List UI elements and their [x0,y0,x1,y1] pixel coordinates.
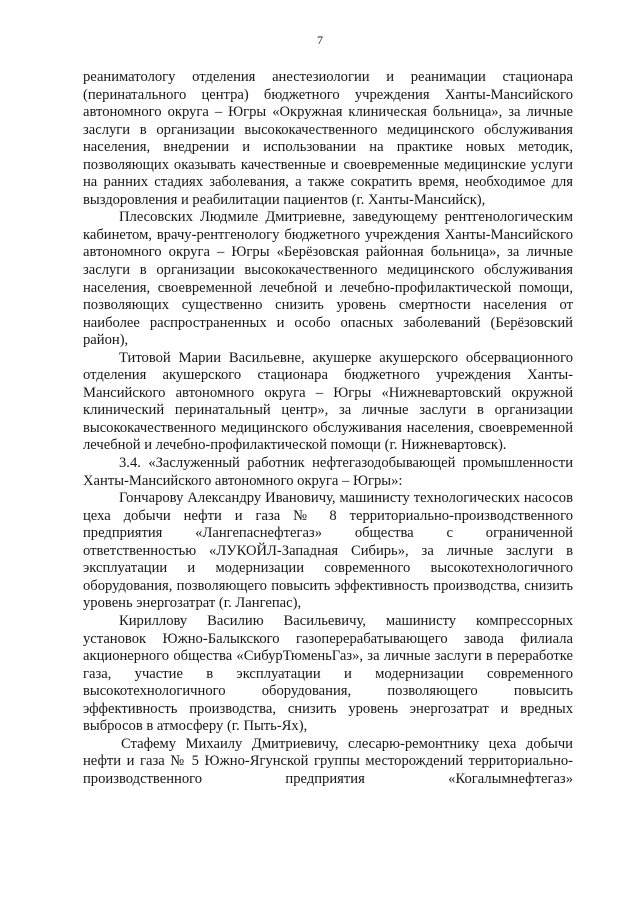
paragraph-kirillov-award: Кириллову Василию Васильевичу, машинисту компрессорных установок Южно-Балыкского газоперерабатывающего завода филиала акционерного общества «СибурТюменьГаз», за личные заслуги в переработке газа, участие в эксплуатации и модернизации современного высокотехнологичного оборудования, позволяющего повысить эффективность производства, снизить уровень энергозатрат и вредных выбросов в атмосферу (г. Пыть-Ях), [83,612,573,735]
document-body [83,69,573,788]
paragraph-goncharov-award: Гончарову Александру Ивановичу, машинисту технологических насосов цеха добычи нефти и газа № 8 территориально-производственного предприятия «Лангепаснефтегаз» общества с ограниченной ответственностью «ЛУКОЙЛ-Западная Сибирь», за личные заслуги в эксплуатации и модернизации современного высокотехнологичного оборудования, позволяющего повысить эффективность производства, снизить уровень энергозатрат (г. Лангепас), [83,490,573,612]
paragraph-reanimatologist-award: реаниматологу отделения анестезиологии и реанимации стационара (перинатального центра) бюджетного учреждения Ханты-Мансийского автономного округа – Югры «Окружная клиническая больница», за личные заслуги в организации высококачественного медицинского обслуживания населения, внедрении и использовании на практике новых методик, позволяющих оказывать качественные и своевременные медицинские услуги на ранних стадиях заболевания, а также сократить время, необходимое для выздоровления и реабилитации пациентов (г. Ханты-Мансийск), [83,69,573,208]
paragraph-stafem-award: Стафему Михаилу Дмитриевичу, слесарю-ремонтнику цеха добычи нефти и газа № 5 Южно-Ягунской группы месторождений территориально-производственного предприятия «Когалымнефтегаз» [83,735,573,787]
page-number: 7 [317,33,323,47]
section-heading-3-4: 3.4. «Заслуженный работник нефтегазодобывающей промышленности Ханты-Мансийского автономного округа – Югры»: [83,455,573,489]
paragraph-titova-award: Титовой Марии Васильевне, акушерке акушерского обсервационного отделения акушерского стационара бюджетного учреждения Ханты-Мансийского автономного округа – Югры «Нижневартовский окружной клинический перинатальный центр», за личные заслуги в организации высококачественного медицинского обслуживания населения, своевременной лечебной и лечебно-профилактической помощи (г. Нижневартовск). [83,349,573,454]
paragraph-plesovskikh-award: Плесовских Людмиле Дмитриевне, заведующему рентгенологическим кабинетом, врачу-рентгенологу бюджетного учреждения Ханты-Мансийского автономного округа – Югры «Берёзовская районная больница», за личные заслуги в организации высококачественного медицинского обслуживания населения, своевременной лечебной и лечебно-профилактической помощи, позволяющих существенно снизить уровень смертности населения от наиболее распространенных и особо опасных заболеваний (Берёзовский район), [83,209,573,349]
